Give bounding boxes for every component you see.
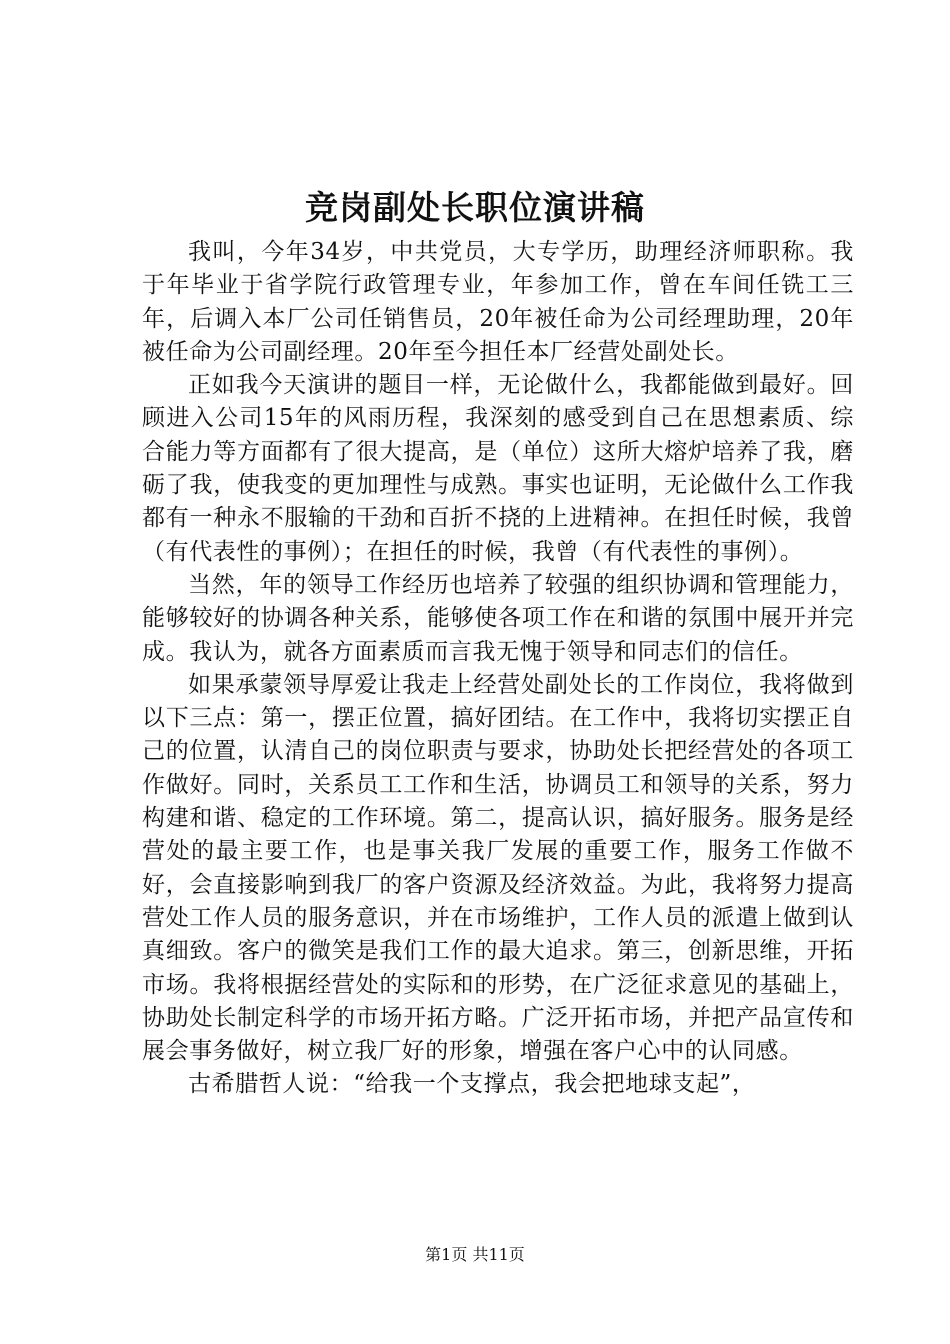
document-title: 竞岗副处长职位演讲稿 — [305, 188, 645, 227]
document-body — [142, 236, 854, 1102]
paragraph-experience: 正如我今天演讲的题目一样，无论做什么，我都能做到最好。回顾进入公司15年的风雨历程，我深刻的感受到自己在思想素质、综合能力等方面都有了很大提高，是（单位）这所大熔炉培养了我，磨砺了我，使我变的更加理性与成熟。事实也证明，无论做什么工作我都有一种永不服输的干劲和百折不挠的上进精神。在担任时候，我曾（有代表性的事例）；在担任的时候，我曾（有代表性的事例）。 — [142, 372, 854, 565]
paragraph-intro: 我叫，今年34岁，中共党员，大专学历，助理经济师职称。我于年毕业于省学院行政管理专业，年参加工作，曾在车间任铣工三年，后调入本厂公司任销售员，20年被任命为公司经理助理，20年被任命为公司副经理。20年至今担任本厂经营处副处长。 — [142, 239, 854, 365]
paragraph-leadership: 当然，年的领导工作经历也培养了较强的组织协调和管理能力，能够较好的协调各种关系，能够使各项工作在和谐的氛围中展开并完成。我认为，就各方面素质而言我无愧于领导和同志们的信任。 — [142, 571, 854, 665]
paragraph-quote: 古希腊哲人说：“给我一个支撑点，我会把地球支起”， — [188, 1071, 756, 1098]
page-number: 第1页 共11页 — [425, 1245, 525, 1264]
paragraph-plan: 如果承蒙领导厚爱让我走上经营处副处长的工作岗位，我将做到以下三点：第一，摆正位置，搞好团结。在工作中，我将切实摆正自己的位置，认清自己的岗位职责与要求，协助处长把经营处的各项工作做好。同时，关系员工工作和生活，协调员工和领导的关系，努力构建和谐、稳定的工作环境。第二，提高认识，搞好服务。服务是经营处的最主要工作，也是事关我厂发展的重要工作，服务工作做不好，会直接影响到我厂的客户资源及经济效益。为此，我将努力提高营处工作人员的服务意识，并在市场维护，工作人员的派遣上做到认真细致。客户的微笑是我们工作的最大追求。第三，创新思维，开拓市场。我将根据经营处的实际和的形势，在广泛征求意见的基础上，协助处长制定科学的市场开拓方略。广泛开拓市场，并把产品宣传和展会事务做好，树立我厂好的形象，增强在客户心中的认同感。 — [142, 671, 854, 1065]
